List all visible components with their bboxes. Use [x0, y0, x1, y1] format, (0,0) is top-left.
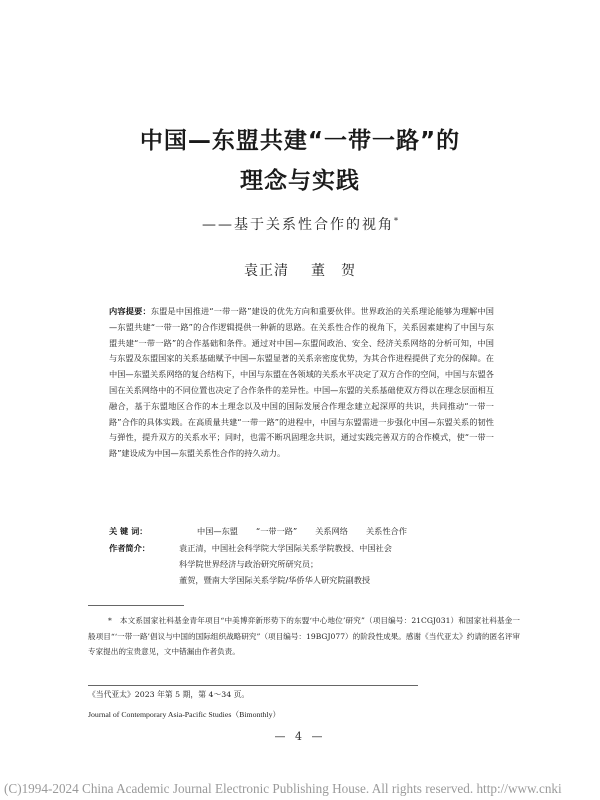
article-title-line-2: 理念与实践 — [240, 168, 360, 194]
article-title-line-1: 中国—东盟共建“一带一路”的 — [139, 128, 461, 154]
footnote-divider — [88, 605, 184, 606]
abstract-label: 内容提要： — [109, 306, 151, 316]
keyword: 中国—东盟 — [197, 526, 238, 536]
page-number: — 4 — — [274, 730, 326, 743]
author-intro-line: 袁正清，中国社会科学院大学国际关系学院教授、中国社会 — [179, 543, 392, 553]
abstract-text: 东盟是中国推进“一带一路”建设的优先方向和重要伙伴。世界政治的关系理论能够为理解中国—东盟共建“一带一路”的合作逻辑提供一种新的思路。在关系性合作的视角下，关系因素建构了中国与东盟共建“一带一路”的合作基础和条件。通过对中国—东盟间政治、安全、经济关系网络的分析可知，中国与东盟及东盟国家的关系基础赋予中国—东盟显著的关系亲密度优势，为其合作进程提供了充分的保障。在中国—东盟关系网络的复合结构下，中国与东盟在各领域的关系水平决定了双方合作的空间，中国与东盟各国在关系网络中的不同位置也决定了合作条件的差异性。中国—东盟的关系基础使双方得以在理念层面相互融合，基于东盟地区合作的本土理念以及中国的国际发展合作理念建立起深厚的共识，共同推动“一带一路”合作的具体实践。在高质量共建“一带一路”的进程中，中国与东盟需进一步强化中国—东盟关系的韧性与弹性，提升双方的关系水平；同时，也需不断巩固理念共识，通过实践完善双方的合作模式，使“一带一路”建设成为中国—东盟关系性合作的持久动力。 — [109, 306, 494, 459]
author-intro-line: 董贺，暨南大学国际关系学院/华侨华人研究院副教授 — [179, 574, 371, 585]
funding-footnote — [88, 613, 520, 660]
footnote-mark: * — [108, 616, 112, 625]
author-names — [0, 260, 600, 280]
abstract — [109, 304, 494, 462]
copyright-watermark: (C)1994-2024 China Academic Journal Electronic Publishing House. All rights reserved. http://www.cnki — [4, 781, 562, 796]
keywords-row — [109, 524, 425, 540]
subtitle-text: ——基于关系性合作的视角 — [202, 217, 394, 233]
author-intro — [179, 541, 499, 588]
keywords-label: 关 键 词： — [109, 526, 148, 536]
author-name: 袁正清 — [244, 263, 289, 279]
footnote-text: 本文系国家社科基金青年项目“中美博弈新形势下的东盟‘中心地位’研究”（项目编号：21CGJ031）和国家社科基金一般项目“‘一带一路’倡议与中国的国际组织战略研究”（项目编号：19BGJ077）的阶段性成果。感谢《当代亚太》约请的匿名评审专家提出的宝贵意见，文中错漏由作者负责。 — [88, 616, 520, 656]
author-intro-label: 作者简介： — [109, 543, 150, 553]
keyword: “一带一路” — [255, 526, 298, 536]
author-name: 董 贺 — [311, 263, 356, 279]
author-intro-label-row — [109, 541, 179, 557]
author-intro-line: 科学院世界经济与政治研究所研究员； — [179, 558, 319, 569]
footnote-marker: * — [394, 216, 398, 226]
citation-english: Journal of Contemporary Asia-Pacific Studies（Bimonthly） — [88, 710, 281, 719]
keyword: 关系性合作 — [365, 526, 407, 536]
citation-divider — [88, 685, 418, 686]
article-subtitle — [0, 214, 600, 234]
citation-chinese: 《当代亚太》2023 年第 5 期，第 4～34 页。 — [88, 690, 250, 699]
keyword: 关系网络 — [315, 526, 348, 536]
